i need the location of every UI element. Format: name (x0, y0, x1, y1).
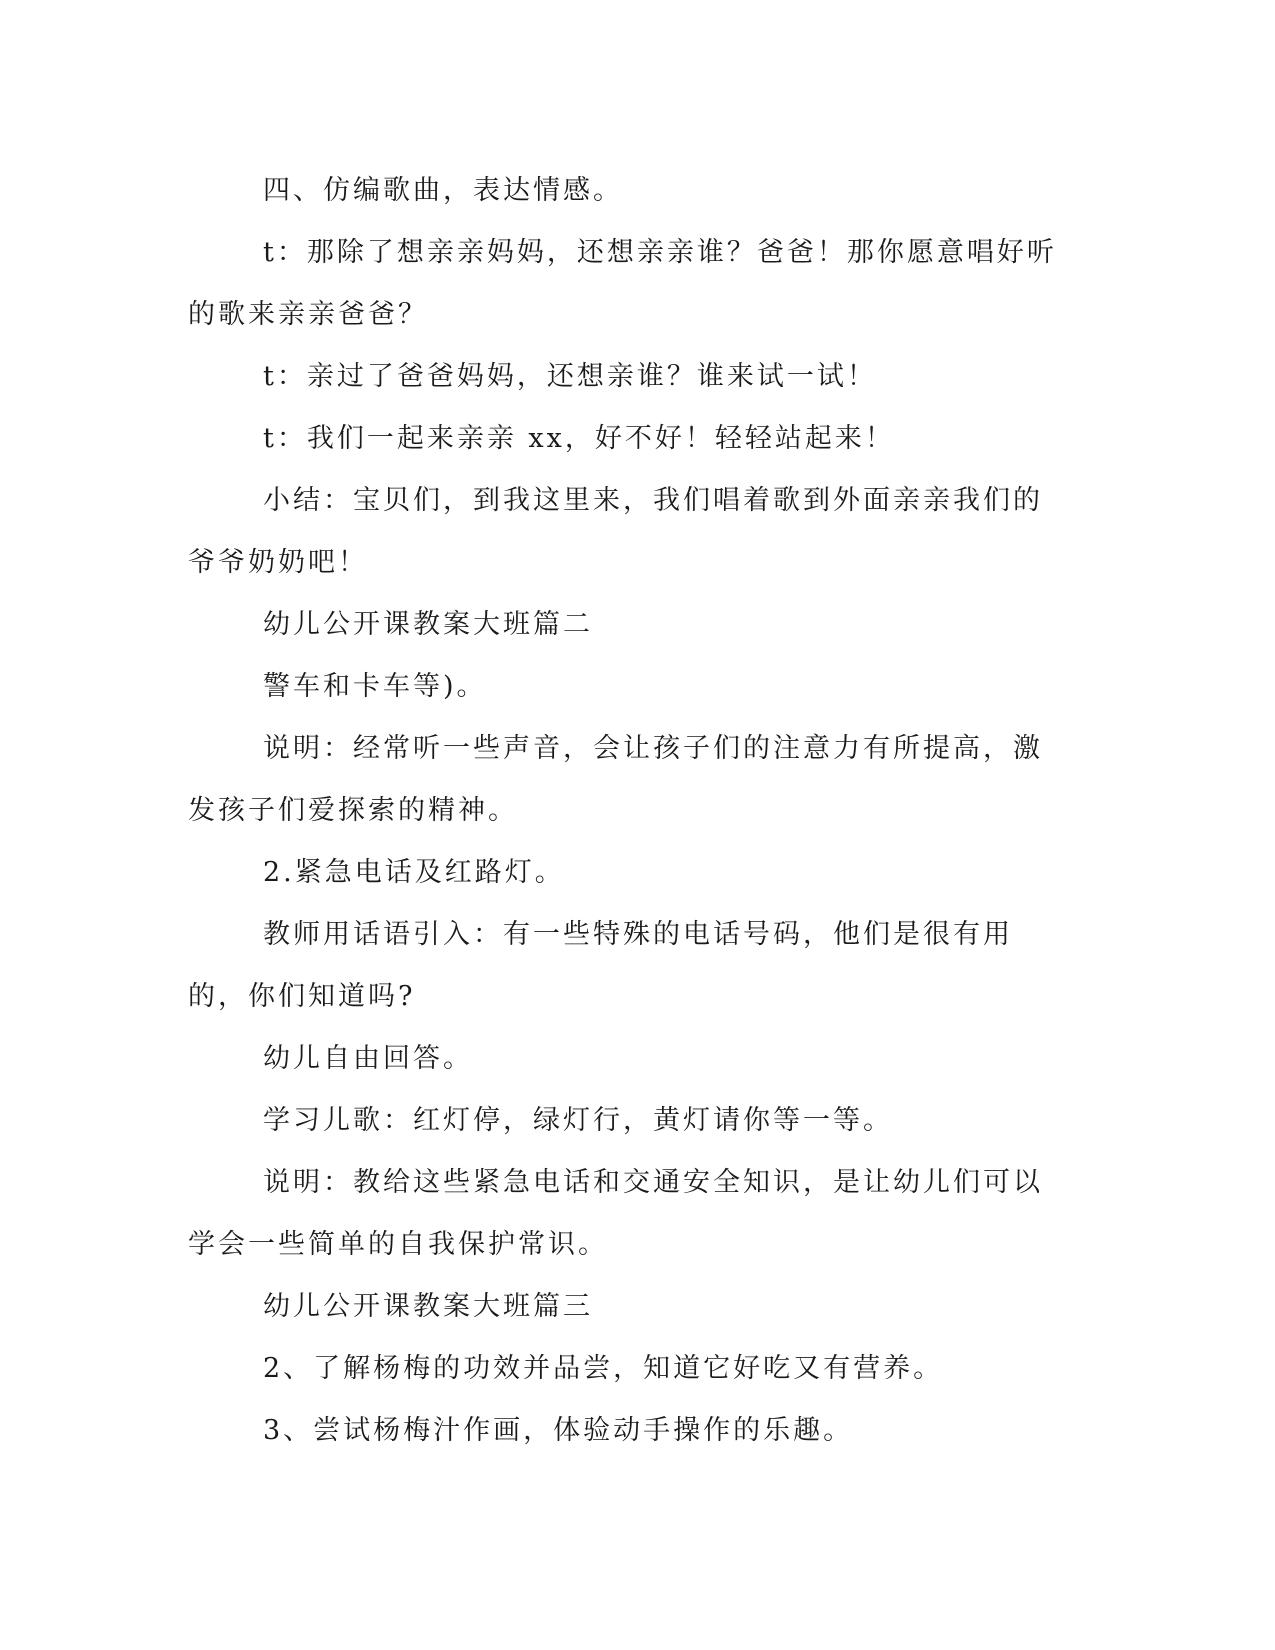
paragraph: 2、了解杨梅的功效并品尝，知道它好吃又有营养。 (263, 1353, 944, 1384)
paragraph: 幼儿自由回答。 (263, 1043, 473, 1074)
paragraph: 3、尝试杨梅汁作画，体验动手操作的乐趣。 (263, 1415, 854, 1446)
section-heading: 幼儿公开课教案大班篇三 (263, 1291, 593, 1322)
paragraph: 警车和卡车等)。 (263, 671, 487, 702)
paragraph: t：那除了想亲亲妈妈，还想亲亲谁？爸爸！那你愿意唱好听的歌来亲亲爸爸？ (188, 237, 1057, 330)
paragraph: 四、仿编歌曲，表达情感。 (263, 175, 623, 206)
paragraph: t：我们一起来亲亲 xx，好不好！轻轻站起来！ (263, 423, 895, 454)
paragraph: 说明：教给这些紧急电话和交通安全知识，是让幼儿们可以学会一些简单的自我保护常识。 (188, 1167, 1043, 1260)
paragraph: 2.紧急电话及红路灯。 (263, 857, 565, 888)
section-heading: 幼儿公开课教案大班篇二 (263, 609, 593, 640)
document-body (188, 160, 1068, 1462)
paragraph: 教师用话语引入：有一些特殊的电话号码，他们是很有用的，你们知道吗? (188, 919, 1013, 1012)
paragraph: 小结：宝贝们，到我这里来，我们唱着歌到外面亲亲我们的爷爷奶奶吧！ (188, 485, 1043, 578)
paragraph: t：亲过了爸爸妈妈，还想亲谁？谁来试一试！ (263, 361, 877, 392)
paragraph: 学习儿歌：红灯停，绿灯行，黄灯请你等一等。 (263, 1105, 893, 1136)
paragraph: 说明：经常听一些声音，会让孩子们的注意力有所提高，激发孩子们爱探索的精神。 (188, 733, 1043, 826)
